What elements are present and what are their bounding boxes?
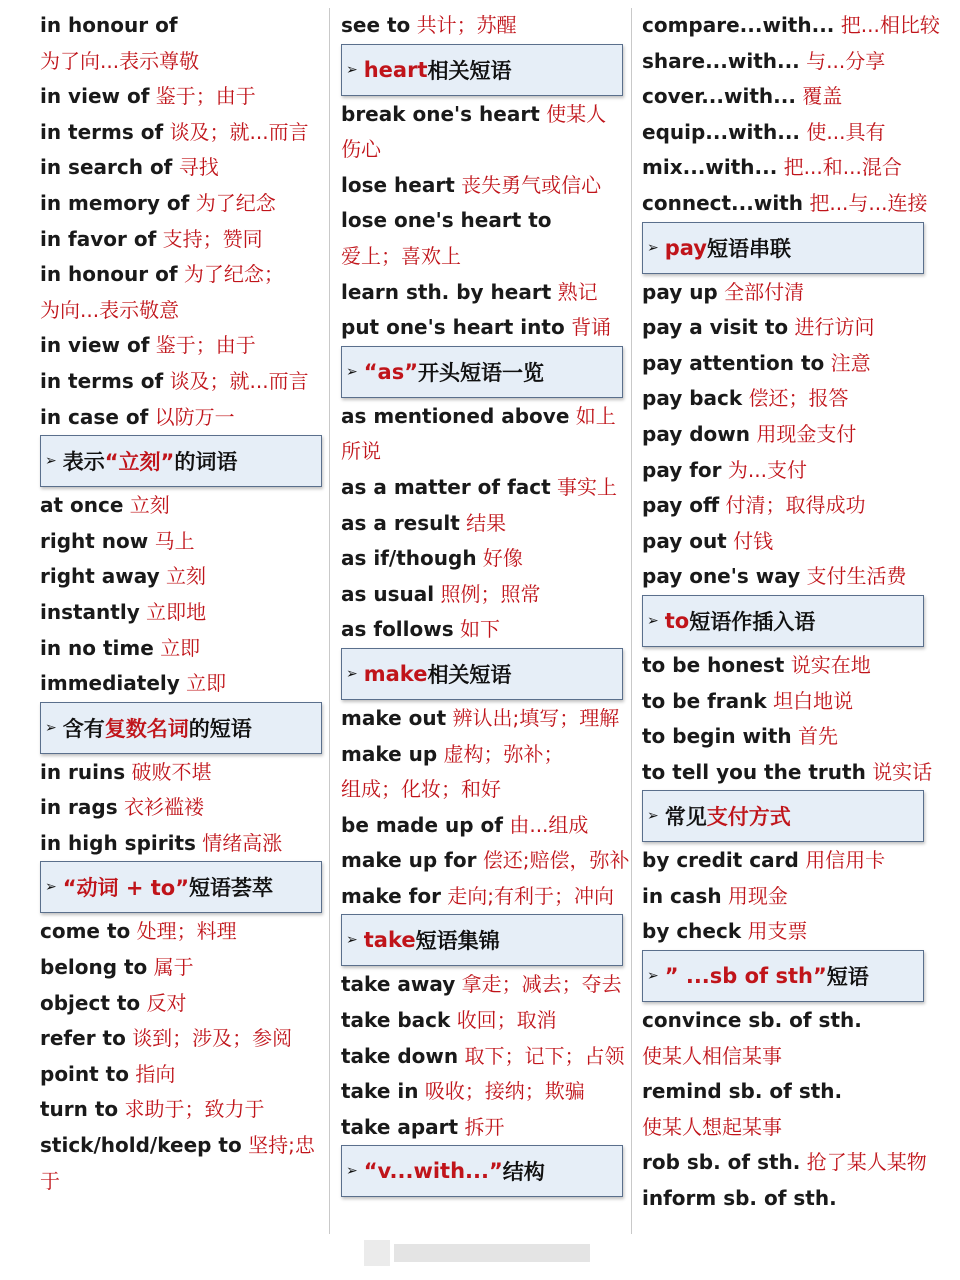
phrase-english: in ruins [40,759,126,784]
phrase-item [341,239,623,275]
phrase-chinese: 支持；赞同 [162,226,263,251]
phrase-english: by credit card [642,848,799,873]
phrase-chinese: 指向 [135,1061,176,1086]
phrase-item [40,150,322,186]
phrase-item [642,453,924,489]
arrow-right-icon: ➢ [346,61,358,78]
phrase-item [341,967,623,1003]
section-header [40,435,322,487]
phrase-chinese: 马上 [154,528,195,553]
phrase-english: share...with... [642,48,800,73]
phrase-chinese: 共计；苏醒 [416,13,517,37]
phrase-english: lose heart [341,172,455,197]
arrow-right-icon: ➢ [346,932,358,949]
phrase-item [341,1003,623,1039]
phrase-english: put one's heart into [341,315,565,340]
phrase-item [40,488,322,524]
phrase-english: to be honest [642,652,785,677]
phrase-item [642,1110,924,1146]
phrase-chinese: 立即 [160,635,201,660]
phrase-chinese: 使某人相信某事 [642,1043,782,1068]
section-header-text: 支付方式 [706,805,791,830]
phrase-chinese: 注意 [830,350,871,375]
section-header-text: 的短语 [188,716,252,741]
phrase-item [642,488,924,524]
phrase-item [341,1074,623,1110]
phrase-item [642,115,924,151]
phrase-english: instantly [40,599,140,624]
phrase-english: stick/hold/keep to [40,1133,242,1158]
phrase-english: pay down [642,421,750,446]
phrase-chinese: 熟记 [557,279,598,304]
section-header-text: 相关短语 [427,58,512,83]
phrase-english: point to [40,1061,129,1086]
phrase-english: immediately [40,671,180,696]
phrase-english: make up [341,741,438,766]
section-header-text: 短语串联 [706,236,791,261]
phrase-english: pay for [642,457,722,482]
phrase-chinese: 背诵 [571,315,612,340]
phrase-english: cover...with... [642,84,796,109]
phrase-english: in honour of [40,13,178,37]
section-header-text: 的词语 [174,450,238,475]
phrase-item [40,914,322,950]
phrase-item [642,1003,924,1039]
phrase-item [341,808,623,844]
arrow-right-icon: ➢ [346,363,358,380]
phrase-item [642,150,924,186]
phrase-item [341,612,623,648]
phrase-english: pay one's way [642,564,801,589]
phrase-chinese: 拆开 [464,1114,505,1139]
phrase-item [341,506,623,542]
section-header-text: take [363,928,416,953]
phrase-chinese: 丧失勇气或信心 [461,172,602,197]
phrase-item [642,79,924,115]
phrase-english: rob sb. of sth. [642,1150,801,1175]
phrase-english: take down [341,1043,459,1068]
phrase-english: pay up [642,279,718,304]
phrase-chinese: 进行访问 [794,315,875,340]
phrase-item [40,257,322,293]
phrase-english: pay out [642,528,727,553]
phrase-english: take apart [341,1114,459,1139]
phrase-english: in high spirits [40,830,196,855]
phrase-chinese: 把...和...混合 [783,155,902,180]
phrase-chinese: 支付生活费 [806,564,907,589]
phrase-english: take in [341,1079,419,1104]
phrase-item [341,97,623,168]
phrase-chinese: 用支票 [747,919,808,944]
phrase-chinese: 收回；取消 [456,1008,557,1033]
phrase-item [642,310,924,346]
phrase-item [642,843,924,879]
phrase-item [40,755,322,791]
phrase-item [642,1039,924,1075]
phrase-english: in terms of [40,119,164,144]
phrase-chinese: 结果 [466,510,507,535]
section-header-text: 短语集锦 [415,929,500,954]
phrase-item [40,826,322,862]
phrase-chinese: 取下；记下；占领 [464,1043,625,1068]
phrase-chinese: 衣衫褴褛 [124,795,204,820]
phrase-chinese: 虚构；弥补； [443,741,564,766]
phrase-item [40,1021,322,1057]
section-header-text: 短语作插入语 [689,609,816,634]
phrase-item [341,541,623,577]
phrase-english: in view of [40,333,150,358]
phrase-chinese: 求助于；致力于 [124,1097,265,1122]
phrase-chinese: 属于 [153,955,194,980]
phrase-chinese: 坚持;忠于 [40,1133,315,1193]
phrase-item [40,186,322,222]
phrase-item [642,719,924,755]
phrase-chinese: 由...组成 [509,812,589,837]
phrase-item [40,115,322,151]
phrase-english: equip...with... [642,119,801,144]
phrase-item [40,44,322,80]
phrase-english: to be frank [642,688,767,713]
phrase-english: as follows [341,617,454,642]
column-divider [631,8,632,1234]
phrase-english: belong to [40,955,148,980]
phrase-chinese: 事实上 [557,474,618,499]
phrase-english: as a result [341,510,460,535]
phrase-item [40,790,322,826]
phrase-english: in favor of [40,226,157,251]
phrase-item [40,986,322,1022]
phrase-english: make out [341,705,447,730]
phrase-english: come to [40,919,131,944]
phrase-english: in view of [40,84,150,109]
phrase-english: remind sb. of sth. [642,1079,843,1104]
footer-watermark-strip [364,1236,590,1270]
phrase-english: in terms of [40,368,164,393]
section-header [341,346,623,398]
phrase-chinese: 使某人想起某事 [642,1114,782,1139]
phrase-chinese: 为了纪念 [195,190,276,215]
phrase-chinese: 组成；化妆；和好 [341,777,501,802]
phrase-english: inform sb. of sth. [642,1186,837,1211]
section-header-text: ” ...sb of sth” [664,964,827,989]
phrase-chinese: 反对 [146,990,187,1015]
phrase-item [642,1145,927,1181]
phrase-english: take back [341,1008,451,1033]
phrase-chinese: 以防万一 [154,404,235,429]
section-header-text: heart [363,57,428,82]
section-header-text: 表示 [62,450,105,475]
phrase-english: pay a visit to [642,315,789,340]
section-header [642,950,924,1002]
section-header-text: 短语 [826,965,869,990]
section-header-text: 开头短语一览 [418,360,545,385]
phrase-chinese: 把...与...连接 [809,190,928,215]
phrase-chinese: 爱上；喜欢上 [341,243,461,268]
phrase-english: as mentioned above [341,403,570,428]
section-header-text: “as” [363,359,419,384]
phrase-item [40,400,322,436]
phrase-chinese: 说实在地 [790,652,871,677]
phrase-item [642,684,924,720]
phrase-chinese: 付清；取得成功 [725,493,866,518]
section-header-text: “动词 + to” [62,876,190,901]
phrase-chinese: 拿走；减去；夺去 [461,972,622,997]
phrase-item [642,275,924,311]
phrase-item [642,381,924,417]
phrase-item [341,168,623,204]
phrase-english: in search of [40,155,173,180]
phrase-item [341,577,623,613]
phrase-item [642,186,928,222]
phrase-english: connect...with [642,190,803,215]
phrase-english: in rags [40,795,118,820]
phrase-item [40,524,322,560]
phrase-english: to tell you the truth [642,759,866,784]
phrase-chinese: 立即 [186,671,227,696]
phrase-english: take away [341,972,456,997]
arrow-right-icon: ➢ [45,879,57,896]
phrase-chinese: 坦白地说 [773,688,854,713]
column-2 [341,8,630,1198]
section-header [642,790,924,842]
arrow-right-icon: ➢ [647,968,659,985]
phrase-item [40,293,322,329]
phrase-item [341,772,623,808]
phrase-item [642,648,924,684]
phrase-english: convince sb. of sth. [642,1008,862,1033]
phrase-chinese: 如下 [460,617,500,642]
section-header-text: 结构 [502,1160,545,1185]
arrow-right-icon: ➢ [346,665,358,682]
phrase-english: make for [341,883,441,908]
phrase-item [341,1039,623,1075]
phrase-item [341,1110,623,1146]
phrase-chinese: 立刻 [129,493,170,518]
phrase-item [642,559,924,595]
phrase-item [642,1181,924,1217]
phrase-english: as if/though [341,546,477,571]
phrase-chinese: 好像 [482,546,523,571]
phrase-english: as a matter of fact [341,474,551,499]
phrase-chinese: 用信用卡 [805,848,886,873]
phrase-chinese: 走向;有利于；冲向 [447,883,615,908]
section-header [40,861,322,913]
arrow-right-icon: ➢ [346,1163,358,1180]
phrase-chinese: 用现金 [727,883,788,908]
phrase-english: object to [40,990,141,1015]
phrase-english: refer to [40,1026,126,1051]
phrase-chinese: 如上所说 [341,403,616,464]
phrase-english: learn sth. by heart [341,279,552,304]
phrase-item [642,8,940,44]
phrase-chinese: 偿还；报答 [748,386,849,411]
phrase-chinese: 寻找 [178,155,219,180]
phrase-item [341,843,630,879]
phrase-chinese: 为了向...表示尊敬 [40,48,200,73]
phrase-chinese: 处理；料理 [136,919,237,944]
phrase-chinese: 首先 [798,724,839,749]
section-header [341,648,623,700]
arrow-right-icon: ➢ [647,808,659,825]
phrase-item [40,950,322,986]
section-header [341,1145,623,1197]
column-1 [40,8,322,1199]
section-header [642,222,924,274]
phrase-item [40,666,322,702]
phrase-english: in no time [40,635,154,660]
phrase-english: by check [642,919,742,944]
section-header [341,44,623,96]
section-header-text: 相关短语 [427,662,512,687]
phrase-item [40,222,322,258]
phrase-chinese: 说实话 [872,759,933,784]
phrase-item [341,8,623,44]
phrase-english: compare...with... [642,13,835,37]
phrase-item [642,524,924,560]
column-divider [329,8,330,1234]
arrow-right-icon: ➢ [45,453,57,470]
phrase-chinese: 覆盖 [802,84,843,109]
phrase-item [642,417,924,453]
column-3 [642,8,940,1217]
phrase-chinese: 情绪高涨 [202,830,283,855]
phrase-english: be made up of [341,812,503,837]
arrow-right-icon: ➢ [647,612,659,629]
phrase-english: as usual [341,581,435,606]
phrase-english: see to [341,13,411,37]
phrase-item [40,559,322,595]
phrase-item [341,701,623,737]
phrase-chinese: 使...具有 [806,119,886,144]
phrase-item [642,1074,924,1110]
phrase-english: turn to [40,1097,119,1122]
phrase-item [341,275,623,311]
phrase-english: pay off [642,493,720,518]
phrase-item [341,737,623,773]
phrase-item [642,879,924,915]
phrase-chinese: 谈及；就...而言 [169,368,309,393]
phrase-chinese: 付钱 [733,528,774,553]
phrase-item [40,8,322,44]
phrase-chinese: 立即地 [146,599,207,624]
section-header-text: make [363,661,428,686]
phrase-english: to begin with [642,724,792,749]
phrase-chinese: 为向...表示敬意 [40,297,180,322]
phrase-chinese: 谈到；涉及；参阅 [132,1026,293,1051]
section-header [40,702,322,754]
phrase-item [40,1092,322,1128]
phrase-english: right now [40,528,149,553]
phrase-item [642,346,924,382]
phrase-item [341,310,623,346]
phrase-english: right away [40,564,160,589]
phrase-item [40,1057,322,1093]
phrase-item [40,631,322,667]
section-header-text: 含有 [62,716,105,741]
section-header [642,595,924,647]
phrase-item [40,1128,322,1199]
phrase-english: in case of [40,404,149,429]
phrase-item [341,470,623,506]
arrow-right-icon: ➢ [647,239,659,256]
section-header-text: pay [664,235,707,260]
phrase-chinese: 鉴于；由于 [155,333,256,358]
phrase-chinese: 谈及；就...而言 [169,119,309,144]
phrase-chinese: 辨认出;填写；理解 [452,705,620,730]
phrase-chinese: 照例；照常 [440,581,541,606]
phrase-chinese: 立刻 [166,564,207,589]
phrase-chinese: 抢了某人某物 [806,1150,927,1175]
section-header [341,914,623,966]
phrase-english: in cash [642,883,722,908]
phrase-chinese: 为...支付 [727,457,807,482]
phrase-item [341,879,623,915]
phrase-english: lose one's heart to [341,208,552,233]
phrase-english: in honour of [40,262,178,287]
phrase-chinese: 全部付清 [724,279,805,304]
phrase-item [40,79,322,115]
phrase-chinese: 吸收；接纳；欺骗 [424,1079,585,1104]
phrase-english: mix...with... [642,155,778,180]
phrase-english: at once [40,493,124,518]
section-header-text: “v...with...” [363,1159,503,1184]
phrase-item [642,914,924,950]
phrase-chinese: 鉴于；由于 [155,84,256,109]
section-header-text: 复数名词 [104,716,189,741]
section-header-text: “立刻” [104,450,175,475]
phrase-item [40,364,322,400]
phrase-chinese: 与...分享 [806,48,886,73]
phrase-item [40,595,322,631]
phrase-english: pay back [642,386,743,411]
phrase-chinese: 用现金支付 [756,421,857,446]
phrase-chinese: 为了纪念； [183,262,284,287]
phrase-english: in memory of [40,190,190,215]
phrase-item [642,755,933,791]
section-header-text: to [664,608,690,633]
phrase-chinese: 偿还;赔偿，弥补 [482,848,630,873]
section-header-text: 短语荟萃 [189,876,274,901]
phrase-english: break one's heart [341,101,540,126]
phrase-item [642,44,924,80]
phrase-item [40,328,322,364]
phrase-item [341,399,623,470]
section-header-text: 常见 [664,805,707,830]
phrase-chinese: 把...相比较 [840,13,940,37]
phrase-chinese: 使某人伤心 [341,101,607,162]
phrase-english: pay attention to [642,350,825,375]
arrow-right-icon: ➢ [45,719,57,736]
phrase-chinese: 破败不堪 [131,759,212,784]
phrase-item [341,203,623,239]
phrase-english: make up for [341,848,477,873]
